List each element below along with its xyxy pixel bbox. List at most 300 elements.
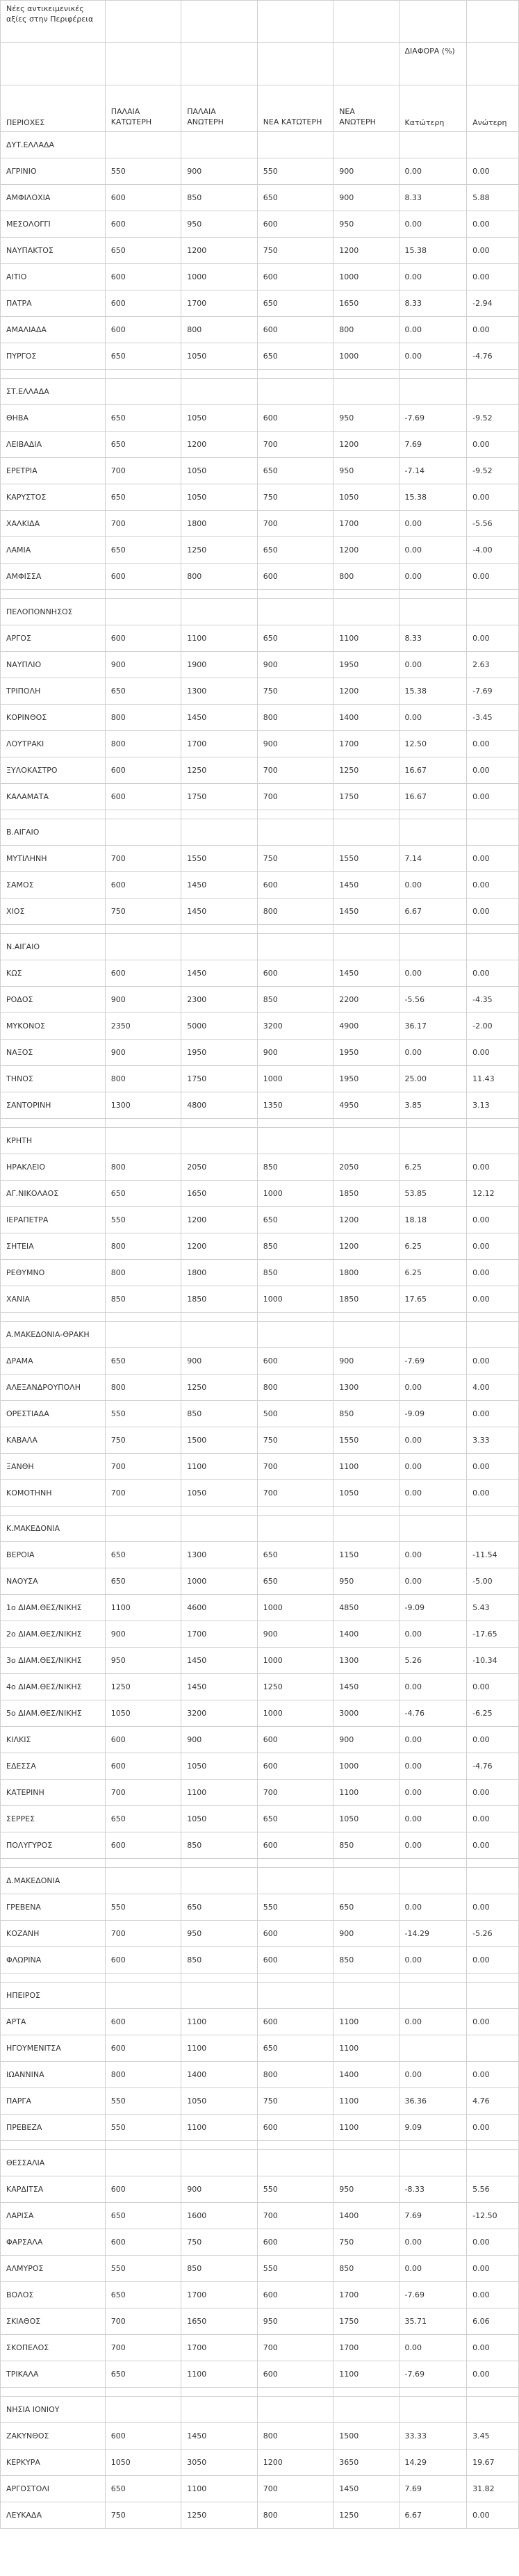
area-name: ΑΓΡΙΝΙΟ: [1, 158, 106, 185]
value-cell: 16.67: [399, 757, 467, 784]
value-cell: 1700: [333, 2335, 399, 2361]
value-cell: 4600: [181, 1595, 258, 1621]
value-cell: 1600: [181, 2203, 258, 2229]
value-cell: 600: [105, 1832, 181, 1859]
area-name: ΑΙΤΙΟ: [1, 264, 106, 290]
area-name: ΠΑΡΓΑ: [1, 2088, 106, 2115]
area-name: ΑΜΦΙΣΣΑ: [1, 564, 106, 590]
value-cell: 550: [257, 158, 333, 185]
value-cell: 1850: [333, 1286, 399, 1313]
area-name: ΣΕΡΡΕΣ: [1, 1806, 106, 1832]
column-header: ΝΕΑ ΑΝΩΤΕΡΗ: [333, 85, 399, 132]
value-cell: 1300: [181, 1542, 258, 1568]
value-cell: 1750: [181, 1066, 258, 1092]
value-cell: 800: [105, 1233, 181, 1260]
section-name: ΗΠΕΙΡΟΣ: [1, 1983, 106, 2009]
table-row: [1, 1674, 519, 1700]
value-cell: 750: [105, 1427, 181, 1454]
value-cell: 1250: [181, 757, 258, 784]
value-cell: 0.00: [467, 2282, 519, 2308]
value-cell: 15.38: [399, 484, 467, 511]
value-cell: 650: [105, 537, 181, 564]
value-cell: 1500: [181, 1427, 258, 1454]
value-cell: 800: [257, 2423, 333, 2450]
table-row: [1, 158, 519, 185]
value-cell: 900: [181, 158, 258, 185]
value-cell: 1050: [181, 1806, 258, 1832]
table-row: [1, 872, 519, 899]
table-row: [1, 1542, 519, 1568]
value-cell: 1050: [333, 1480, 399, 1507]
value-cell: 650: [105, 484, 181, 511]
value-cell: 0.00: [467, 2062, 519, 2088]
table-row: [1, 1040, 519, 1066]
value-cell: 800: [181, 317, 258, 343]
section-name: ΝΗΣΙΑ ΙΟΝΙΟΥ: [1, 2397, 106, 2423]
value-cell: 17.65: [399, 1286, 467, 1313]
table-row: [1, 1207, 519, 1233]
table-row: [1, 511, 519, 537]
value-cell: 600: [105, 784, 181, 810]
value-cell: 1000: [257, 1181, 333, 1207]
value-cell: 6.06: [467, 2308, 519, 2335]
value-cell: 650: [105, 432, 181, 458]
value-cell: 900: [105, 1040, 181, 1066]
value-cell: 900: [257, 1621, 333, 1648]
value-cell: 1450: [333, 2476, 399, 2502]
value-cell: 650: [257, 2035, 333, 2062]
section-header-row: [1, 819, 519, 846]
value-cell: 600: [257, 2009, 333, 2035]
value-cell: 33.33: [399, 2423, 467, 2450]
value-cell: 1000: [257, 1066, 333, 1092]
value-cell: 11.43: [467, 1066, 519, 1092]
value-cell: 1100: [181, 2115, 258, 2141]
value-cell: 1250: [333, 2502, 399, 2529]
value-cell: 600: [257, 264, 333, 290]
table-row: [1, 211, 519, 238]
spacer-row: [1, 1974, 519, 1983]
area-name: ΗΓΟΥΜΕΝΙΤΣΑ: [1, 2035, 106, 2062]
value-cell: 600: [105, 960, 181, 987]
value-cell: 1950: [333, 1040, 399, 1066]
area-name: ΜΥΚΟΝΟΣ: [1, 1013, 106, 1040]
value-cell: 1550: [181, 846, 258, 872]
value-cell: 4850: [333, 1595, 399, 1621]
value-cell: 16.67: [399, 784, 467, 810]
value-cell: 950: [333, 458, 399, 484]
value-cell: 0.00: [399, 1674, 467, 1700]
value-cell: 1450: [181, 1648, 258, 1674]
area-name: ΓΡΕΒΕΝΑ: [1, 1894, 106, 1921]
value-cell: [467, 2035, 519, 2062]
value-cell: 0.00: [399, 511, 467, 537]
value-cell: 650: [257, 625, 333, 652]
value-cell: -7.69: [399, 1348, 467, 1375]
area-name: ΛΟΥΤΡΑΚΙ: [1, 731, 106, 757]
value-cell: 750: [105, 899, 181, 925]
value-cell: 600: [257, 1753, 333, 1780]
area-name: ΜΥΤΙΛΗΝΗ: [1, 846, 106, 872]
section-name: Δ.ΜΑΚΕΔΟΝΙΑ: [1, 1868, 106, 1894]
value-cell: 1400: [333, 2203, 399, 2229]
value-cell: -2.94: [467, 290, 519, 317]
value-cell: 1050: [181, 2088, 258, 2115]
value-cell: 0.00: [399, 1621, 467, 1648]
value-cell: 900: [333, 1921, 399, 1947]
value-cell: 900: [333, 1348, 399, 1375]
value-cell: 1200: [333, 238, 399, 264]
value-cell: 900: [105, 1621, 181, 1648]
table-row: [1, 2256, 519, 2282]
value-cell: -5.56: [467, 511, 519, 537]
table-row: [1, 2361, 519, 2388]
value-cell: 0.00: [399, 705, 467, 731]
value-cell: 550: [105, 2115, 181, 2141]
value-cell: 1450: [333, 960, 399, 987]
value-cell: 1700: [181, 2335, 258, 2361]
table-row: [1, 846, 519, 872]
value-cell: 0.00: [467, 1454, 519, 1480]
value-cell: -14.29: [399, 1921, 467, 1947]
value-cell: 1300: [333, 1648, 399, 1674]
value-cell: 500: [257, 1401, 333, 1427]
table-row: [1, 564, 519, 590]
value-cell: 1900: [181, 652, 258, 678]
value-cell: 600: [105, 185, 181, 211]
section-name: ΘΕΣΣΑΛΙΑ: [1, 2150, 106, 2176]
area-name: ΛΑΜΙΑ: [1, 537, 106, 564]
value-cell: -2.00: [467, 1013, 519, 1040]
table-row: [1, 2282, 519, 2308]
value-cell: 0.00: [399, 1727, 467, 1753]
table-row: [1, 987, 519, 1013]
value-cell: 6.25: [399, 1233, 467, 1260]
value-cell: 600: [105, 1727, 181, 1753]
value-cell: 850: [333, 1947, 399, 1974]
spacer-row: [1, 2388, 519, 2397]
table-row: [1, 1013, 519, 1040]
value-cell: 0.00: [467, 1947, 519, 1974]
table-row: [1, 678, 519, 705]
section-name: ΠΕΛΟΠΟΝΝΗΣΟΣ: [1, 599, 106, 625]
value-cell: 800: [105, 705, 181, 731]
value-cell: 950: [333, 1568, 399, 1595]
table-body: [1, 1, 519, 2529]
area-name: ΝΑΞΟΣ: [1, 1040, 106, 1066]
value-cell: 0.00: [399, 1894, 467, 1921]
value-cell: 700: [257, 2203, 333, 2229]
value-cell: 1450: [181, 960, 258, 987]
value-cell: 1650: [181, 1181, 258, 1207]
value-cell: 0.00: [467, 1154, 519, 1181]
spacer-row: [1, 590, 519, 599]
value-cell: 850: [257, 987, 333, 1013]
column-header: ΠΕΡΙΟΧΕΣ: [1, 85, 106, 132]
value-cell: 9.09: [399, 2115, 467, 2141]
area-name: ΦΛΩΡΙΝΑ: [1, 1947, 106, 1974]
value-cell: 1100: [333, 2009, 399, 2035]
value-cell: 1400: [333, 705, 399, 731]
value-cell: 1700: [333, 731, 399, 757]
value-cell: 800: [257, 899, 333, 925]
area-name: 3ο ΔΙΑΜ.ΘΕΣ/ΝΙΚΗΣ: [1, 1648, 106, 1674]
value-cell: 0.00: [399, 211, 467, 238]
value-cell: 600: [105, 317, 181, 343]
value-cell: [399, 2035, 467, 2062]
table-row: [1, 1727, 519, 1753]
value-cell: 5.26: [399, 1648, 467, 1674]
value-cell: 850: [181, 1401, 258, 1427]
value-cell: 700: [105, 458, 181, 484]
value-cell: 1100: [333, 2115, 399, 2141]
table-row: [1, 1753, 519, 1780]
value-cell: 1450: [181, 872, 258, 899]
value-cell: 0.00: [399, 1947, 467, 1974]
value-cell: 25.00: [399, 1066, 467, 1092]
value-cell: 3200: [257, 1013, 333, 1040]
section-header-row: [1, 934, 519, 960]
area-name: ΝΑΟΥΣΑ: [1, 1568, 106, 1595]
value-cell: 35.71: [399, 2308, 467, 2335]
value-cell: 1450: [181, 899, 258, 925]
area-name: ΛΑΡΙΣΑ: [1, 2203, 106, 2229]
table-row: [1, 1480, 519, 1507]
value-cell: 1450: [333, 899, 399, 925]
value-cell: 1300: [105, 1092, 181, 1119]
column-header: Κατώτερη: [399, 85, 467, 132]
value-cell: 650: [257, 290, 333, 317]
area-name: ΧΑΛΚΙΔΑ: [1, 511, 106, 537]
table-row: [1, 1806, 519, 1832]
table-row: [1, 1648, 519, 1674]
value-cell: 0.00: [467, 1401, 519, 1427]
value-cell: 1550: [333, 846, 399, 872]
value-cell: 750: [257, 238, 333, 264]
table-row: [1, 2502, 519, 2529]
value-cell: 600: [105, 757, 181, 784]
value-cell: -9.52: [467, 458, 519, 484]
section-name: Β.ΑΙΓΑΙΟ: [1, 819, 106, 846]
value-cell: 0.00: [399, 264, 467, 290]
value-cell: 650: [257, 537, 333, 564]
value-cell: 650: [105, 1348, 181, 1375]
value-cell: 0.00: [467, 872, 519, 899]
value-cell: 6.25: [399, 1260, 467, 1286]
value-cell: 1100: [181, 2476, 258, 2502]
spacer-row: [1, 1859, 519, 1868]
value-cell: 900: [181, 2176, 258, 2203]
column-header-row: [1, 85, 519, 132]
value-cell: -11.54: [467, 1542, 519, 1568]
value-cell: 800: [333, 564, 399, 590]
value-cell: 950: [181, 211, 258, 238]
area-name: ΝΑΥΠΑΚΤΟΣ: [1, 238, 106, 264]
value-cell: 0.00: [467, 1260, 519, 1286]
table-row: [1, 1700, 519, 1727]
value-cell: 1250: [257, 1674, 333, 1700]
table-row: [1, 1181, 519, 1207]
table-row: [1, 1092, 519, 1119]
value-cell: 1250: [181, 2502, 258, 2529]
value-cell: 4800: [181, 1092, 258, 1119]
value-cell: 950: [333, 2176, 399, 2203]
table-row: [1, 1286, 519, 1313]
area-name: ΣΗΤΕΙΑ: [1, 1233, 106, 1260]
value-cell: 3.33: [467, 1427, 519, 1454]
section-header-row: [1, 1516, 519, 1542]
value-cell: 0.00: [399, 1454, 467, 1480]
value-cell: 550: [257, 1894, 333, 1921]
value-cell: -5.56: [399, 987, 467, 1013]
value-cell: 850: [181, 1947, 258, 1974]
area-name: ΜΕΣΟΛΟΓΓΙ: [1, 211, 106, 238]
value-cell: 650: [257, 1806, 333, 1832]
value-cell: 700: [257, 784, 333, 810]
value-cell: 0.00: [467, 1674, 519, 1700]
section-header-row: [1, 1128, 519, 1154]
value-cell: 1100: [181, 1454, 258, 1480]
table-row: [1, 2176, 519, 2203]
table-row: [1, 705, 519, 731]
value-cell: 1200: [333, 537, 399, 564]
value-cell: 650: [105, 2361, 181, 2388]
value-cell: 600: [257, 1947, 333, 1974]
value-cell: 3200: [181, 1700, 258, 1727]
section-name: ΚΡΗΤΗ: [1, 1128, 106, 1154]
area-name: ΚΑΛΑΜΑΤΑ: [1, 784, 106, 810]
table-row: [1, 238, 519, 264]
value-cell: 1950: [333, 1066, 399, 1092]
value-cell: 3.85: [399, 1092, 467, 1119]
area-name: 2ο ΔΙΑΜ.ΘΕΣ/ΝΙΚΗΣ: [1, 1621, 106, 1648]
spacer-row: [1, 1119, 519, 1128]
value-cell: 800: [257, 1375, 333, 1401]
section-header-row: [1, 1983, 519, 2009]
value-cell: 1050: [105, 2450, 181, 2476]
value-cell: 850: [333, 1832, 399, 1859]
value-cell: 1200: [333, 678, 399, 705]
value-cell: 1200: [181, 1207, 258, 1233]
area-name: ΤΡΙΚΑΛΑ: [1, 2361, 106, 2388]
value-cell: 0.00: [399, 1753, 467, 1780]
value-cell: -17.65: [467, 1621, 519, 1648]
value-cell: 600: [105, 2423, 181, 2450]
area-name: ΚΑΡΔΙΤΣΑ: [1, 2176, 106, 2203]
value-cell: 2.63: [467, 652, 519, 678]
value-cell: 850: [181, 1832, 258, 1859]
spacer-row: [1, 925, 519, 934]
value-cell: 600: [257, 1921, 333, 1947]
table-row: [1, 2203, 519, 2229]
value-cell: 550: [105, 158, 181, 185]
table-row: [1, 1568, 519, 1595]
value-cell: 15.38: [399, 678, 467, 705]
value-cell: 600: [105, 290, 181, 317]
area-name: ΣΚΟΠΕΛΟΣ: [1, 2335, 106, 2361]
area-name: ΙΕΡΑΠΕΤΡΑ: [1, 1207, 106, 1233]
table-row: [1, 432, 519, 458]
spacer-row: [1, 1507, 519, 1516]
section-header-row: [1, 599, 519, 625]
value-cell: 3.13: [467, 1092, 519, 1119]
value-cell: 4950: [333, 1092, 399, 1119]
area-name: ΣΚΙΑΘΟΣ: [1, 2308, 106, 2335]
area-name: ΞΑΝΘΗ: [1, 1454, 106, 1480]
value-cell: 0.00: [467, 784, 519, 810]
value-cell: 600: [257, 564, 333, 590]
value-cell: 0.00: [399, 652, 467, 678]
value-cell: 0.00: [399, 1375, 467, 1401]
value-cell: 900: [333, 185, 399, 211]
value-cell: 550: [257, 2176, 333, 2203]
area-name: ΚΩΣ: [1, 960, 106, 987]
value-cell: 0.00: [399, 2229, 467, 2256]
value-cell: 0.00: [467, 2502, 519, 2529]
value-cell: 1150: [333, 1542, 399, 1568]
value-cell: 0.00: [467, 2115, 519, 2141]
area-name: ΙΩΑΝΝΙΝΑ: [1, 2062, 106, 2088]
area-name: 1ο ΔΙΑΜ.ΘΕΣ/ΝΙΚΗΣ: [1, 1595, 106, 1621]
value-cell: 0.00: [399, 317, 467, 343]
value-cell: 1000: [181, 264, 258, 290]
table-row: [1, 757, 519, 784]
value-cell: 0.00: [399, 2335, 467, 2361]
value-cell: 1500: [333, 2423, 399, 2450]
value-cell: 0.00: [399, 2009, 467, 2035]
area-name: ΕΔΕΣΣΑ: [1, 1753, 106, 1780]
diff-header: ΔΙΑΦΟΡΑ (%): [399, 43, 467, 85]
table-row: [1, 1832, 519, 1859]
value-cell: 700: [257, 432, 333, 458]
value-cell: 850: [257, 1233, 333, 1260]
value-cell: 900: [257, 1040, 333, 1066]
value-cell: 0.00: [467, 264, 519, 290]
value-cell: 8.33: [399, 625, 467, 652]
value-cell: 800: [105, 2062, 181, 2088]
area-name: ΣΑΝΤΟΡΙΝΗ: [1, 1092, 106, 1119]
value-cell: 0.00: [467, 2335, 519, 2361]
value-cell: 1200: [333, 1233, 399, 1260]
value-cell: 850: [181, 185, 258, 211]
value-cell: 700: [105, 1480, 181, 1507]
value-cell: -7.69: [399, 2282, 467, 2308]
table-row: [1, 1621, 519, 1648]
value-cell: 650: [105, 343, 181, 370]
value-cell: 600: [257, 960, 333, 987]
value-cell: 650: [181, 1894, 258, 1921]
value-cell: 3650: [333, 2450, 399, 2476]
value-cell: 750: [257, 484, 333, 511]
value-cell: 850: [257, 1154, 333, 1181]
value-cell: 0.00: [399, 1480, 467, 1507]
value-cell: 750: [257, 678, 333, 705]
value-cell: 650: [105, 1542, 181, 1568]
value-cell: 650: [105, 678, 181, 705]
value-cell: 0.00: [467, 2361, 519, 2388]
value-cell: 0.00: [399, 1806, 467, 1832]
value-cell: 2200: [333, 987, 399, 1013]
value-cell: 0.00: [467, 1806, 519, 1832]
value-cell: 850: [333, 2256, 399, 2282]
value-cell: 1100: [333, 625, 399, 652]
table-row: [1, 2308, 519, 2335]
value-cell: 1100: [333, 2088, 399, 2115]
value-cell: 650: [333, 1894, 399, 1921]
value-cell: 600: [257, 1348, 333, 1375]
value-cell: 0.00: [467, 238, 519, 264]
table-row: [1, 2009, 519, 2035]
